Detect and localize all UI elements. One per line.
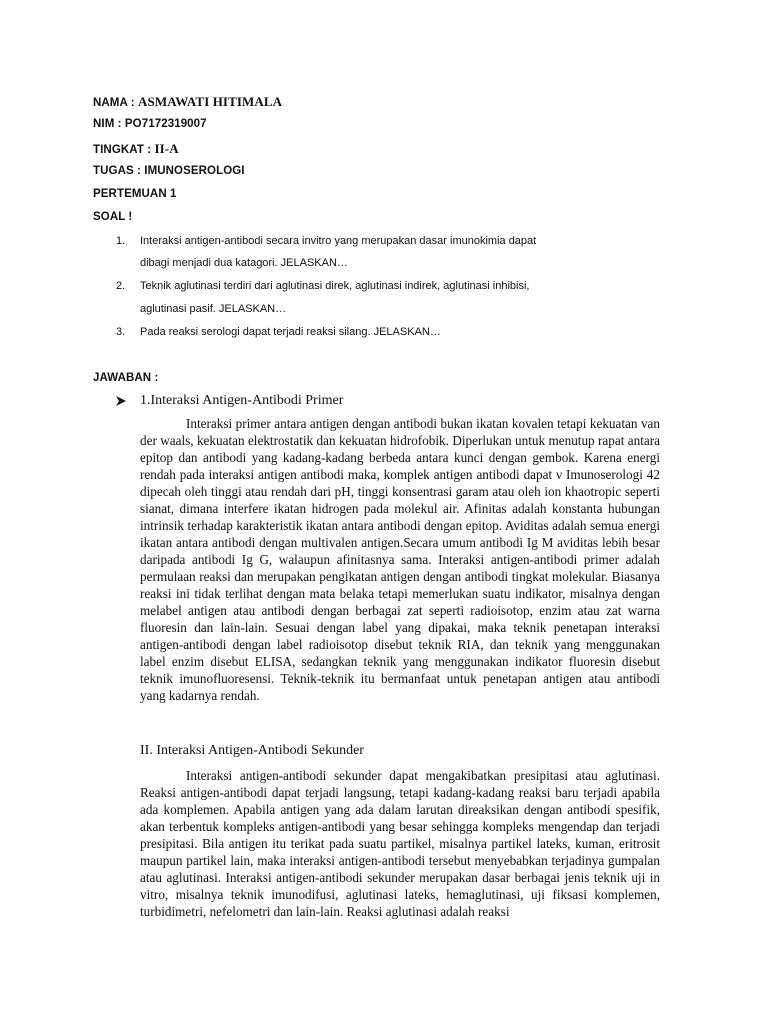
nama-value: ASMAWATI HITIMALA <box>138 94 283 109</box>
tingkat-value: II-A <box>154 141 179 156</box>
question-1-line-2: dibagi menjadi dua katagori. JELASKAN… <box>140 257 348 269</box>
section-2-heading: II. Interaksi Antigen-Antibodi Sekunder <box>140 743 364 758</box>
section-1-paragraph: Interaksi primer antara antigen dengan antibodi bukan ikatan kovalen tetapi kekuatan van der waals, kekuatan elektrostatik dan kekuatan hidrofobik. Diperlukan untuk menutup rapat antara epitop dan antibodi yang kadang-kadang berbeda antara kunci dengan gembok. Karena energi rendah pada interaksi antigen antibodi maka, komplek antigen antibodi dapat ν Imunoserologi 42 dipecah oleh tinggi atau rendah dari pH, tinggi konsentrasi garam atau oleh ion khaotropic seperti sianat, dimana interfere ikatan hidrogen pada molekul air. Afinitas adalah konstanta hubungan intrinsik terhadap karakteristik ikatan antara antibodi dengan epitop. Aviditas adalah semua energi ikatan antara antibodi dengan multivalen antigen.Secara umum antibodi Ig M aviditas lebih besar daripada antibodi Ig G, walaupun afinitasnya sama. Interaksi antigen-antibodi primer adalah permulaan reaksi dan merupakan pengikatan antigen dengan antibodi tingkat molekular. Biasanya reaksi ini tidak terlihat dengan mata belaka tetapi memerlukan suatu indikator, misalnya dengan melabel antigen atau antibodi dengan berbagai zat seperti radioisotop, enzim atau zat warna fluoresin dan lain-lain. Sesuai dengan label yang dipakai, maka teknik penetapan interaksi antigen-antibodi dengan label radioisotop disebut teknik RIA, dan teknik yang menggunakan label enzim disebut ELISA, sedangkan teknik yang menggunakan indikator fluoresin disebut teknik imunofluoresensi. Teknik-teknik itu bermanfaat untuk penetapan antigen atau antibodi yang kadarnya rendah. <box>140 416 660 703</box>
question-1-line-1: Interaksi antigen-antibodi secara invitro yang merupakan dasar imunokimia dapat <box>140 235 537 247</box>
question-1-number: 1. <box>116 235 126 247</box>
arrowhead-bullet-icon <box>116 396 126 406</box>
nama-label: NAMA : <box>93 97 138 109</box>
question-3-line-1: Pada reaksi serologi dapat terjadi reaksi silang. JELASKAN… <box>140 326 441 338</box>
section-2-paragraph: Interaksi antigen-antibodi sekunder dapat mengakibatkan presipitasi atau aglutinasi. Reaksi antigen-antibodi dapat terjadi langsung, tetapi kadang-kadang reaksi baru terjadi apabila ada komplemen. Apabila antigen yang ada dalam larutan direaksikan dengan antibodi spesifik, akan terbentuk kompleks antigen-antibodi yang besar sehingga kompleks mengendap dan terjadi presipitasi. Bila antigen itu terikat pada suatu partikel, misalnya partikel lateks, kuman, eritrosit maupun partikel lain, maka interaksi antigen-antibodi tersebut menyebabkan terjadinya gumpalan atau aglutinasi. Interaksi antigen-antibodi sekunder merupakan dasar berbagai jenis teknik uji in vitro, misalnya teknik imunodifusi, aglutinasi lateks, hemaglutinasi, uji fiksasi komplemen, turbidimetri, nefelometri dan lain-lain. Reaksi aglutinasi adalah reaksi <box>140 768 660 919</box>
question-3-number: 3. <box>116 326 126 338</box>
nama-line <box>93 94 282 110</box>
tingkat-line <box>93 141 179 157</box>
nim-line: NIM : PO7172319007 <box>93 118 207 130</box>
tugas-line: TUGAS : IMUNOSEROLOGI <box>93 165 245 177</box>
section-1-heading: 1.Interaksi Antigen-Antibodi Primer <box>140 393 344 408</box>
jawaban-label: JAWABAN : <box>93 372 159 384</box>
pertemuan-line: PERTEMUAN 1 <box>93 188 177 200</box>
question-2-number: 2. <box>116 280 126 292</box>
tingkat-label: TINGKAT : <box>93 144 155 156</box>
question-2-line-2: aglutinasi pasif. JELASKAN… <box>140 303 287 315</box>
question-2-line-1: Teknik aglutinasi terdiri dari aglutinasi direk, aglutinasi indirek, aglutinasi inhibisi, <box>140 280 530 292</box>
soal-line: SOAL ! <box>93 211 133 223</box>
